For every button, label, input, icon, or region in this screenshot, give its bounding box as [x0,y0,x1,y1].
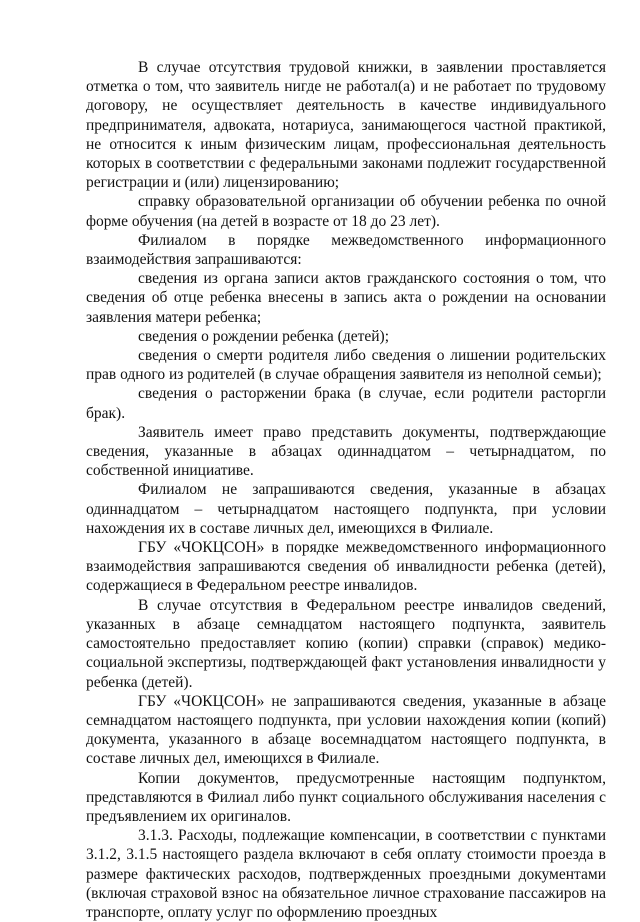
paragraph-no-work-book: В случае отсутствия трудовой книжки, в заявлении проставляется отметка о том, что заявитель нигде не работал(а) и не работает по трудовому договору, не осуществляет деятельность в качестве индивидуального предпринимателя, адвоката, нотариуса, занимающегося частной практикой, не относится к иным физическим лицам, профессиональная деятельность которых в соответствии с федеральными законами подлежит государственной регистрации и (или) лицензированию; [86,59,606,192]
paragraph-not-requested: Филиалом не запрашиваются сведения, указанные в абзацах одиннадцатом – четырнадцатом настоящего подпункта, при условии нахождения их в составе личных дел, имеющихся в Филиале. [86,481,606,537]
paragraph-copies-originals: Копии документов, предусмотренные настоящим подпунктом, представляются в Филиал либо пункт социального обслуживания населения с предъявлением их оригиналов. [86,769,606,825]
paragraph-disability-request: ГБУ «ЧОКЦСОН» в порядке межведомственного информационного взаимодействия запрашиваются сведения об инвалидности ребенка (детей), содержащиеся в Федеральном реестре инвалидов. [86,539,606,595]
paragraph-education-certificate: справку образовательной организации об обучении ребенка по очной форме обучения (на детей в возрасте от 18 до 23 лет). [86,193,606,230]
paragraph-death-info: сведения о смерти родителя либо сведения о лишении родительских прав одного из родителей (в случае обращения заявителя из неполной семьи); [86,347,606,384]
document-page [86,58,606,922]
paragraph-civil-registry: сведения из органа записи актов гражданского состояния о том, что сведения об отце ребенка внесены в запись акта о рождении на основании заявления матери ребенка; [86,270,606,326]
paragraph-birth-info: сведения о рождении ребенка (детей); [138,327,389,345]
paragraph-applicant-right: Заявитель имеет право представить документы, подтверждающие сведения, указанные в абзацах одиннадцатом – четырнадцатом, по собственной инициативе. [86,423,606,480]
paragraph-section-3-1-3: 3.1.3. Расходы, подлежащие компенсации, в соответствии с пунктами 3.1.2, 3.1.5 настоящего раздела включают в себя оплату стоимости проезда в размере фактических расходов, подтвержденных проездными документами (включая страховой взнос на обязательное личное страхование пассажиров на транспорте, оплату услуг по оформлению проездных [86,827,606,921]
paragraph-disability-absent: В случае отсутствия в Федеральном реестре инвалидов сведений, указанных в абзаце семнадцатом настоящего подпункта, заявитель самостоятельно предоставляет копию (копии) справки (справок) медико-социальной экспертизы, подтверждающей факт установления инвалидности у ребенка (детей). [86,596,606,691]
paragraph-branch-requests: Филиалом в порядке межведомственного информационного взаимодействия запрашиваются: [86,231,606,269]
paragraph-disability-not-requested: ГБУ «ЧОКЦСОН» не запрашиваются сведения, указанные в абзаце семнадцатом настоящего подпункта, при условии нахождения копии (копий) документа, указанного в абзаце восемнадцатом настоящего подпункта, в составе личных дел, имеющихся в Филиале. [86,692,606,768]
paragraph-divorce-info: сведения о расторжении брака (в случае, если родители расторгли брак). [86,385,606,422]
